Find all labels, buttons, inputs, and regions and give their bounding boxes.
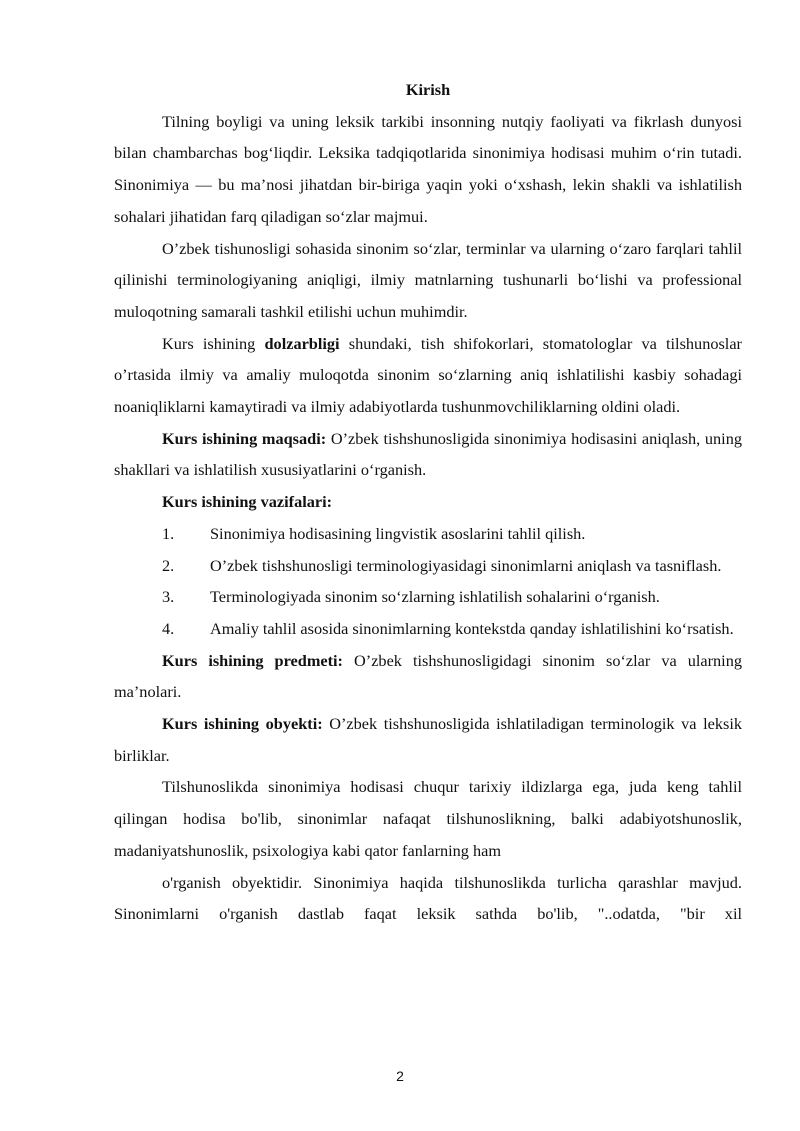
task-item: [114, 613, 742, 645]
tasks-heading: Kurs ishining vazifalari:: [162, 492, 333, 512]
task-text: Terminologiyada sinonim so‘zlarning ishlatilish sohalarini o‘rganish.: [210, 587, 660, 607]
relevance-bold: dolzarbligi: [264, 333, 340, 353]
relevance-text-start: Kurs ishining: [162, 333, 265, 353]
section-title: Kirish: [405, 80, 451, 99]
task-number: 3.: [162, 587, 175, 607]
object-label: Kurs ishining obyekti:: [162, 714, 323, 734]
task-item: [114, 550, 742, 582]
paragraph-subject: [114, 645, 742, 708]
task-number: 2.: [162, 555, 175, 575]
task-text: Amaliy tahlil asosida sinonimlarning kontekstda qanday ishlatilishini ko‘rsatish.: [210, 618, 734, 638]
goal-text: O’zbek tishshunosligida sinonimiya hodisasini aniqlash, uning shakllari va ishlatilish xususiyatlarini o‘rganish.: [114, 428, 742, 480]
paragraph-intro: Tilning boyligi va uning leksik tarkibi insonning nutqiy faoliyati va fikrlash dunyosi bilan chambarchas bog‘liqdir. Leksika tadqiqotlarida sinonimiya hodisasi muhim o‘rin tutadi. Sinonimiya — bu ma’nosi jihatdan bir-biriga yaqin yoki o‘xshash, lekin shakli va ishlatilish sohalari jihatidan farq qiladigan so‘zlar majmui.: [114, 111, 742, 226]
object-text: O’zbek tishshunosligida ishlatiladigan terminologik va leksik birliklar.: [114, 714, 742, 765]
paragraph-object: [114, 708, 742, 771]
page-number: 2: [396, 1068, 404, 1084]
paragraph-terminology: O’zbek tishunosligi sohasida sinonim so‘zlar, terminlar va ularning o‘zaro farqlari tahlil qilinishi terminologiyaning aniqligi, ilmiy matnlarning tushunarli bo‘lishi va professional muloqotning samarali tashkil etilishi uchun muhimdir.: [114, 238, 742, 321]
paragraph-goal: [114, 423, 742, 486]
paragraph-linguistics: Tilshunoslikda sinonimiya hodisasi chuqur tarixiy ildizlarga ega, juda keng tahlil qilingan hodisa bo'lib, sinonimlar nafaqat tilshunoslikning, balki adabiyotshunoslik, madaniyatshunoslik, psixologiya kabi qator fanlarning ham: [114, 777, 742, 860]
task-text: O’zbek tishshunosligi terminologiyasidagi sinonimlarni aniqlash va tasniflash.: [210, 555, 722, 575]
task-item: [114, 581, 742, 613]
relevance-text-end: shundaki, tish shifokorlari, stomatologlar va tilshunoslar o’rtasida ilmiy va amaliy muloqotda sinonim so‘zlarning aniq ishlatilishi kasbiy sohadagi noaniqliklarni kamaytiradi va ilmiy adabiyotlarda tushunmovchiliklarning oldini oladi.: [114, 333, 742, 417]
paragraph-relevance: [114, 328, 742, 423]
task-number: 1.: [162, 523, 175, 543]
page-content: [114, 74, 742, 930]
subject-text: O’zbek tishshunosligidagi sinonim so‘zlar va ularning ma’nolari.: [114, 650, 742, 702]
task-item: [114, 518, 742, 550]
paragraph-study: o'rganish obyektidir. Sinonimiya haqida tilshunoslikda turlicha qarashlar mavjud. Sinonimlarni o'rganish dastlab faqat leksik sathda bo'lib, "..odatda, "bir xil: [114, 872, 742, 924]
goal-label: Kurs ishining maqsadi:: [162, 428, 327, 448]
task-number: 4.: [162, 618, 175, 638]
task-text: Sinonimiya hodisasining lingvistik asoslarini tahlil qilish.: [210, 523, 586, 543]
subject-label: Kurs ishining predmeti:: [162, 650, 343, 670]
